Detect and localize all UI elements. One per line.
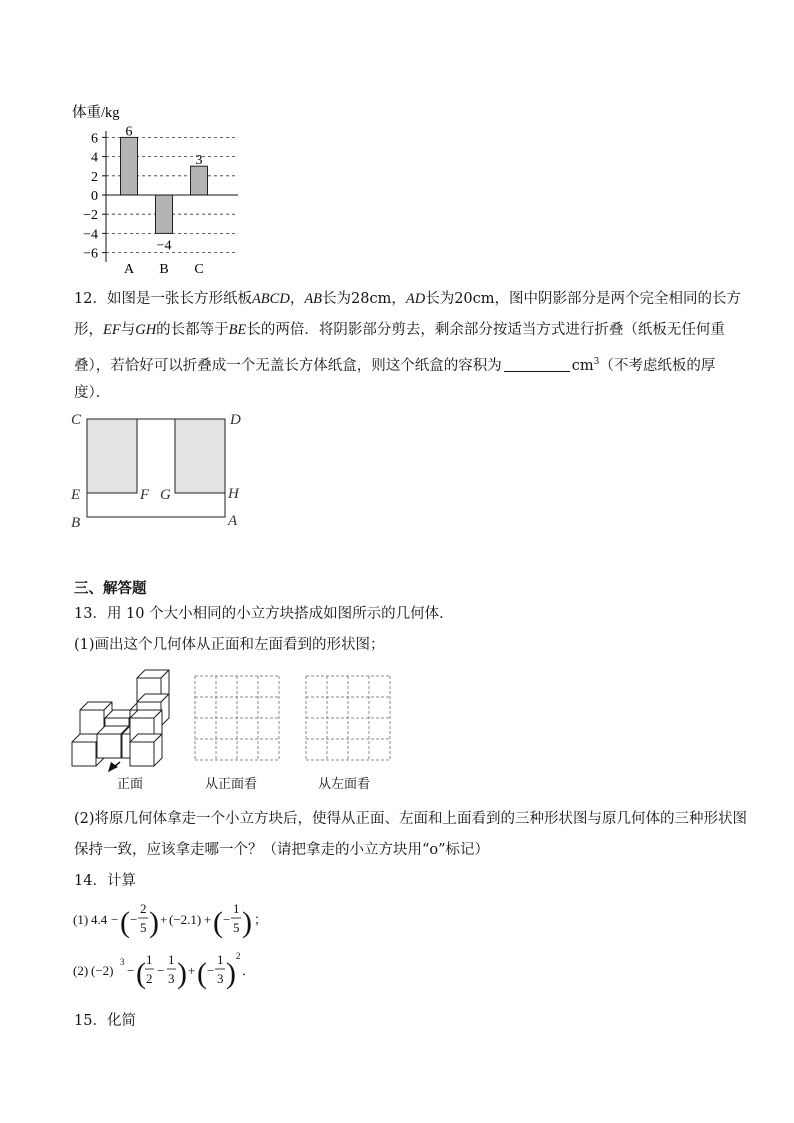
- svg-text:(: (: [120, 906, 130, 939]
- q12-line-2: 形，EF与GH的长都等于BE长的两倍．将阴影部分剪去，剩余部分按适当方式进行折叠（纸板无任何重: [74, 322, 725, 338]
- svg-text:+: +: [204, 912, 212, 927]
- label-c: C: [71, 412, 82, 428]
- y-tick-label: −4: [83, 227, 98, 243]
- y-tick-label: 4: [91, 150, 98, 166]
- y-tick-label: 6: [91, 131, 98, 147]
- svg-text:): ): [149, 906, 159, 939]
- svg-text:−: −: [127, 963, 135, 978]
- svg-text:1: 1: [146, 952, 153, 967]
- label-h: H: [228, 486, 239, 502]
- q13-part-2-line-1: (2)将原几何体拿走一个小立方块后，使得从正面、左面和上面看到的三种形状图与原几何体的三种形状图: [74, 811, 748, 827]
- category-label: B: [159, 262, 169, 277]
- svg-text:(: (: [213, 906, 223, 939]
- svg-text:1: 1: [217, 952, 224, 967]
- q13-stem: 13．用 10 个大小相同的小立方块搭成如图所示的几何体．: [74, 606, 454, 622]
- svg-text:3: 3: [168, 971, 175, 986]
- q14-expression-1: [72, 895, 272, 941]
- bar-a: [121, 137, 138, 195]
- svg-text:2: 2: [140, 901, 147, 916]
- q12-line-3: 叠），若恰好可以折叠成一个无盖长方体纸盒，则这个纸盒的容积为 $cm^3$（不考虑纸板的厚: [74, 357, 716, 374]
- svg-text:；: ；: [254, 912, 268, 927]
- svg-text:+: +: [188, 963, 196, 978]
- front-view-grid[interactable]: [194, 675, 280, 761]
- chart-y-ticks: [83, 131, 106, 261]
- svg-text:): ): [242, 906, 252, 939]
- svg-text:−: −: [111, 912, 119, 927]
- q12-line-4: 度）．: [74, 385, 111, 401]
- bar-c: [191, 166, 208, 195]
- svg-text:−: −: [157, 963, 165, 978]
- svg-text:+: +: [160, 912, 168, 927]
- q12-line-1: 12．如图是一张长方形纸板ABCD，AB长为28cm，AD长为20cm，图中阴影部分是两个完全相同的长方: [74, 291, 742, 307]
- shaded-rect-right: [175, 419, 225, 493]
- svg-text:2: 2: [236, 951, 241, 961]
- svg-text:3: 3: [120, 957, 125, 967]
- label-a: A: [228, 513, 238, 529]
- svg-text:(: (: [197, 957, 207, 990]
- chart-bars: [121, 124, 208, 253]
- svg-text:5: 5: [233, 920, 240, 935]
- cube: [130, 734, 162, 766]
- svg-text:(: (: [136, 957, 146, 990]
- left-view-grid[interactable]: [305, 675, 391, 761]
- svg-text:1: 1: [233, 901, 240, 916]
- front-arrow-head: [108, 762, 118, 772]
- section-heading: 三、解答题: [74, 580, 147, 597]
- bar-value-label: 3: [195, 153, 203, 169]
- left-view-caption: 从左面看: [318, 777, 371, 792]
- y-tick-label: −2: [83, 208, 98, 224]
- label-d: D: [230, 412, 241, 428]
- svg-text:(2): (2): [73, 963, 89, 978]
- svg-text:(1): (1): [73, 912, 89, 927]
- chart-ylabel: 体重/kg: [72, 105, 120, 121]
- svg-text:5: 5: [140, 920, 147, 935]
- q15-stem: 15．化简: [74, 1013, 136, 1029]
- y-tick-label: 2: [91, 169, 98, 185]
- svg-text:(−2): (−2): [91, 963, 114, 978]
- chart-categories: [124, 262, 204, 277]
- svg-text:−: −: [130, 912, 138, 927]
- label-g: G: [160, 487, 171, 503]
- paperboard-figure: [66, 406, 256, 530]
- q14-expression-2: [72, 947, 272, 993]
- svg-text:(−2.1): (−2.1): [169, 912, 202, 927]
- category-label: C: [194, 262, 204, 277]
- q14-stem: 14．计算: [74, 873, 136, 889]
- category-label: A: [123, 262, 135, 277]
- label-b: B: [71, 515, 81, 530]
- answer-blank[interactable]: [504, 357, 570, 372]
- svg-text:2: 2: [146, 971, 153, 986]
- bar-value-label: 6: [125, 124, 133, 140]
- svg-text:): ): [177, 957, 187, 990]
- bar-b: [156, 195, 173, 233]
- front-view-caption: 从正面看: [205, 777, 258, 792]
- cube-group: [72, 670, 169, 766]
- svg-text:4.4: 4.4: [91, 912, 108, 927]
- svg-text:3: 3: [217, 971, 224, 986]
- shaded-rect-left: [87, 419, 137, 493]
- svg-text:−: −: [223, 912, 231, 927]
- cube-structure-figure: [66, 664, 186, 774]
- q13-part-2-line-2: 保持一致，应该拿走哪一个？（请把拿走的小立方块用“o”标记）: [74, 842, 490, 858]
- label-e: E: [71, 487, 81, 503]
- label-f: F: [140, 487, 150, 503]
- q13-part-1: (1)画出这个几何体从正面和左面看到的形状图；: [74, 637, 385, 653]
- svg-text:−: −: [207, 963, 215, 978]
- y-tick-label: 0: [91, 189, 98, 204]
- svg-text:．: ．: [242, 963, 256, 978]
- front-label: 正面: [117, 777, 144, 792]
- svg-text:1: 1: [168, 952, 175, 967]
- y-tick-label: −6: [83, 246, 98, 262]
- svg-text:): ): [226, 957, 236, 990]
- weight-bar-chart: [60, 96, 260, 280]
- bar-value-label: −4: [156, 238, 172, 254]
